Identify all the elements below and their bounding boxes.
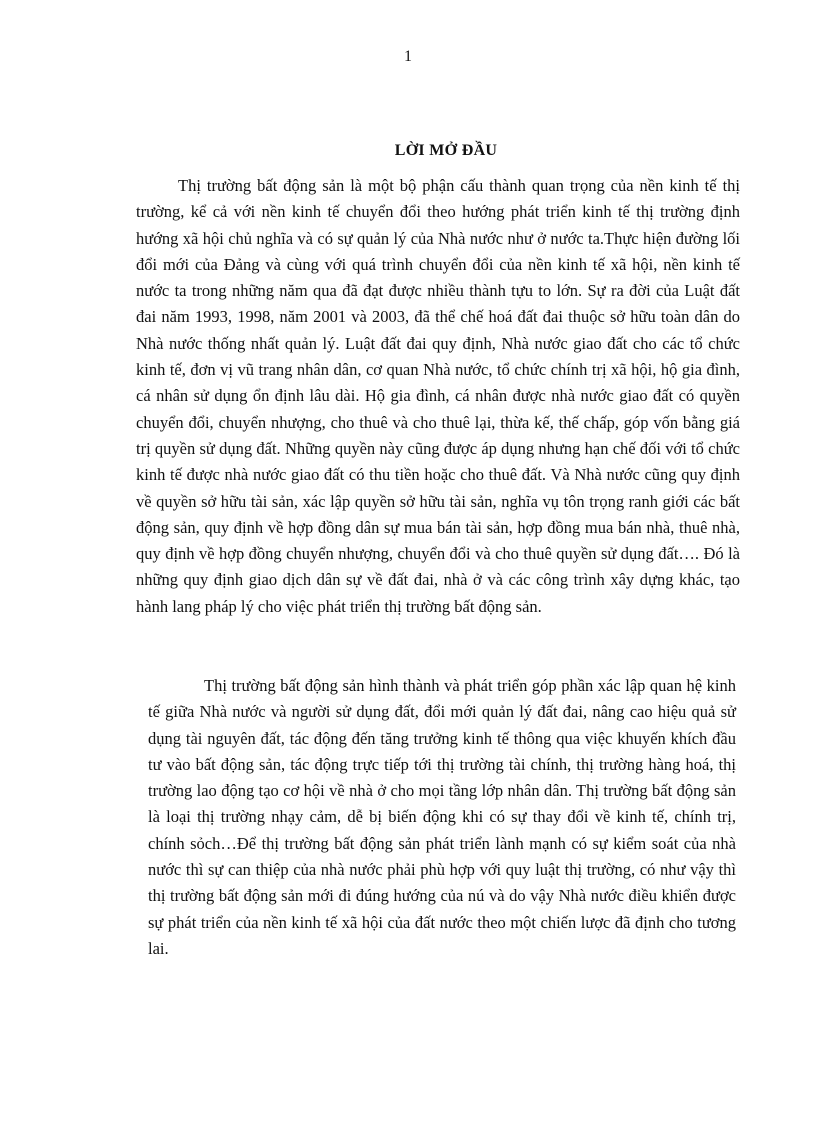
paragraph-2: Thị trường bất động sản hình thành và phát triển góp phần xác lập quan hệ kinh tế giữa Nhà nước và người sử dụng đất, đổi mới quản lý đất đai, nâng cao hiệu quả sử dụng tài nguyên đất, tác động đến tăng trưởng kinh tế thông qua việc khuyến khích đầu tư vào bất động sản, tác động trực tiếp tới thị trường tài chính, thị trường hàng hoá, thị trường lao động tạo cơ hội về nhà ở cho mọi tầng lớp nhân dân. Thị trường bất động sản là loại thị trường nhạy cảm, dễ bị biến động khi có sự thay đổi về kinh tế, chính trị, chính sỏch…Để thị trường bất động sản phát triển lành mạnh có sự kiểm soát của nhà nước thì sự can thiệp của nhà nước phải phù hợp với quy luật thị trường, có như vậy thì thị trường bất động sản mới đi đúng hướng của nú và do vậy Nhà nước điều khiển được sự phát triển của nền kinh tế xã hội của đất nước theo một chiến lược đã định cho tương lai. [148, 676, 736, 958]
page-title: LỜI MỞ ĐẦU [394, 142, 498, 159]
paragraph-1: Thị trường bất động sản là một bộ phận cấu thành quan trọng của nền kinh tế thị trường, kể cả với nền kinh tế chuyển đổi theo hướng phát triển kinh tế thị trường định hướng xã hội chủ nghĩa và có sự quản lý của Nhà nước như ở nước ta.Thực hiện đường lối đổi mới của Đảng và cùng với quá trình chuyển đổi của nền kinh tế xã hội, nền kinh tế nước ta trong những năm qua đã đạt được nhiều thành tựu to lớn. Sự ra đời của Luật đất đai năm 1993, 1998, năm 2001 và 2003, đã thể chế hoá đất đai thuộc sở hữu toàn dân do Nhà nước thống nhất quản lý. Luật đất đai quy định, Nhà nước giao đất cho các tổ chức kinh tế, đơn vị vũ trang nhân dân, cơ quan Nhà nước, tổ chức chính trị xã hội, hộ gia đình, cá nhân sử dụng ổn định lâu dài. Hộ gia đình, cá nhân được nhà nước giao đất có quyền chuyển đổi, chuyển nhượng, cho thuê và cho thuê lại, thừa kế, thế chấp, góp vốn bằng giá trị quyền sử dụng đất. Những quyền này cũng được áp dụng nhưng hạn chế đối với tổ chức kinh tế được nhà nước giao đất có thu tiền hoặc cho thuê đất. Và Nhà nước cũng quy định về quyền sở hữu tài sản, xác lập quyền sở hữu tài sản, nghĩa vụ tôn trọng ranh giới các bất động sản, quy định về hợp đồng dân sự mua bán tài sản, hợp đồng mua bán nhà, thuê nhà, quy định về hợp đồng chuyển nhượng, chuyển đổi và cho thuê quyền sử dụng đất…. Đó là những quy định giao dịch dân sự về đất đai, nhà ở và các công trình xây dựng khác, tạo hành lang pháp lý cho việc phát triển thị trường bất động sản. [136, 176, 740, 616]
page-number: 1 [404, 48, 412, 65]
